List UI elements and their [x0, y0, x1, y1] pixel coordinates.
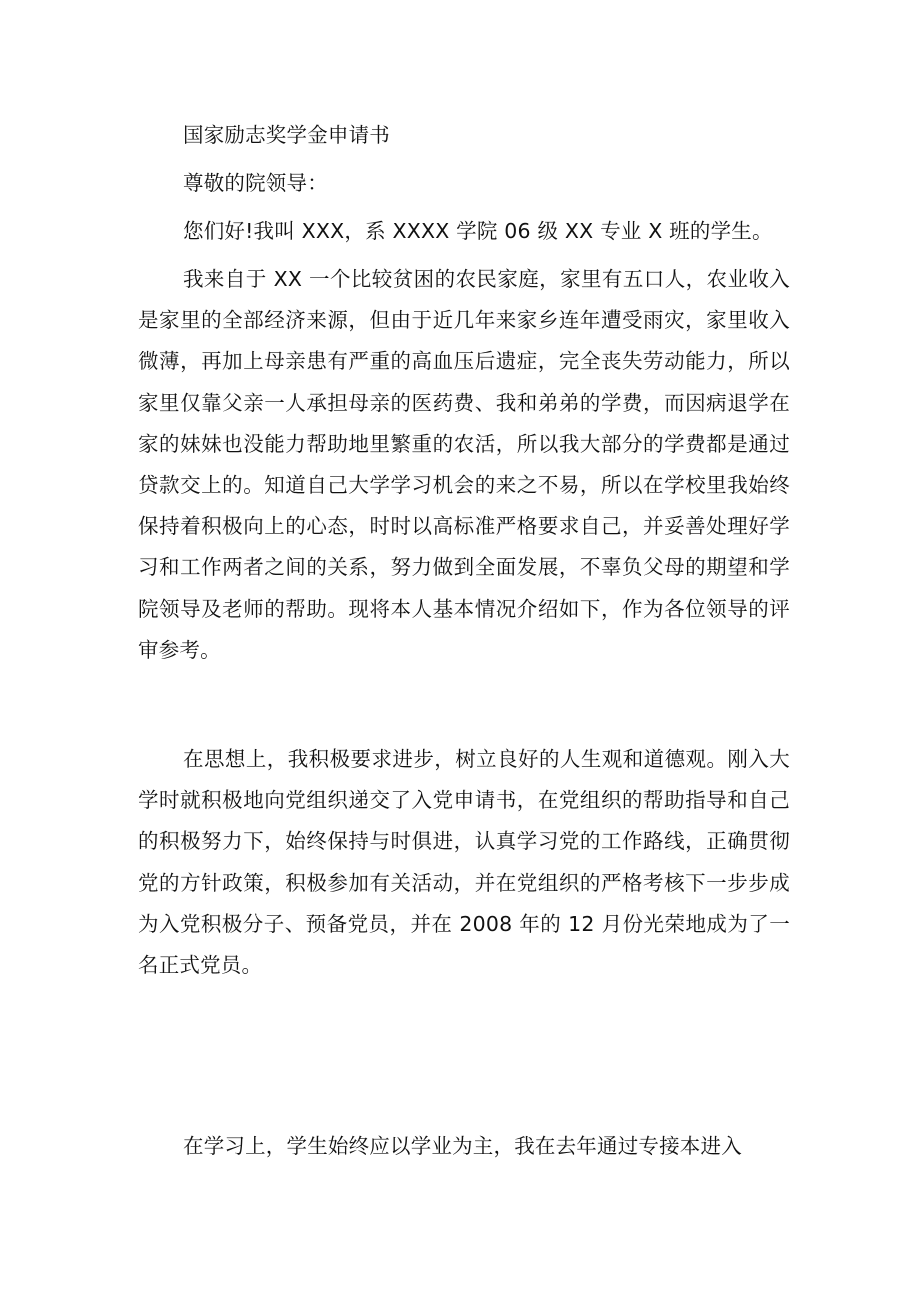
document-title: 国家励志奖学金申请书 — [183, 123, 390, 147]
greeting: 您们好!我叫 XXX，系 XXXX 学院 06 级 XX 专业 X 班的学生。 — [183, 219, 773, 243]
political-thought-paragraph: 在思想上，我积极要求进步，树立良好的人生观和道德观。刚入大学时就积极地向党组织递交了入党申请书，在党组织的帮助指导和自己的积极努力下，始终保持与时俱进，认真学习党的工作路线，正确贯彻党的方针政策，积极参加有关活动，并在党组织的严格考核下一步步成为入党积极分子、预备党员，并在 2008 年的 12 月份光荣地成为了一名正式党员。 — [138, 747, 790, 978]
document-title-block — [138, 115, 790, 156]
family-background-paragraph: 我来自于 XX 一个比较贫困的农民家庭，家里有五口人，农业收入是家里的全部经济来源，但由于近几年来家乡连年遭受雨灾，家里收入微薄，再加上母亲患有严重的高血压后遗症，完全丧失劳动能力，所以家里仅靠父亲一人承担母亲的医药费、我和弟弟的学费，而因病退学在家的妹妹也没能力帮助地里繁重的农活，所以我大部分的学费都是通过贷款交上的。知道自己大学学习机会的来之不易，所以在学校里我始终保持着积极向上的心态，时时以高标准严格要求自己，并妥善处理好学习和工作两者之间的关系，努力做到全面发展，不辜负父母的期望和学院领导及老师的帮助。现将本人基本情况介绍如下，作为各位领导的评审参考。 — [138, 267, 790, 662]
study-block — [138, 1126, 790, 1167]
salutation-block — [138, 163, 790, 204]
salutation: 尊敬的院领导： — [183, 171, 328, 195]
political-thought-block — [138, 739, 790, 986]
study-paragraph: 在学习上，学生始终应以学业为主，我在去年通过专接本进入 — [183, 1134, 742, 1158]
greeting-block — [138, 211, 790, 252]
family-background-block — [138, 259, 790, 671]
